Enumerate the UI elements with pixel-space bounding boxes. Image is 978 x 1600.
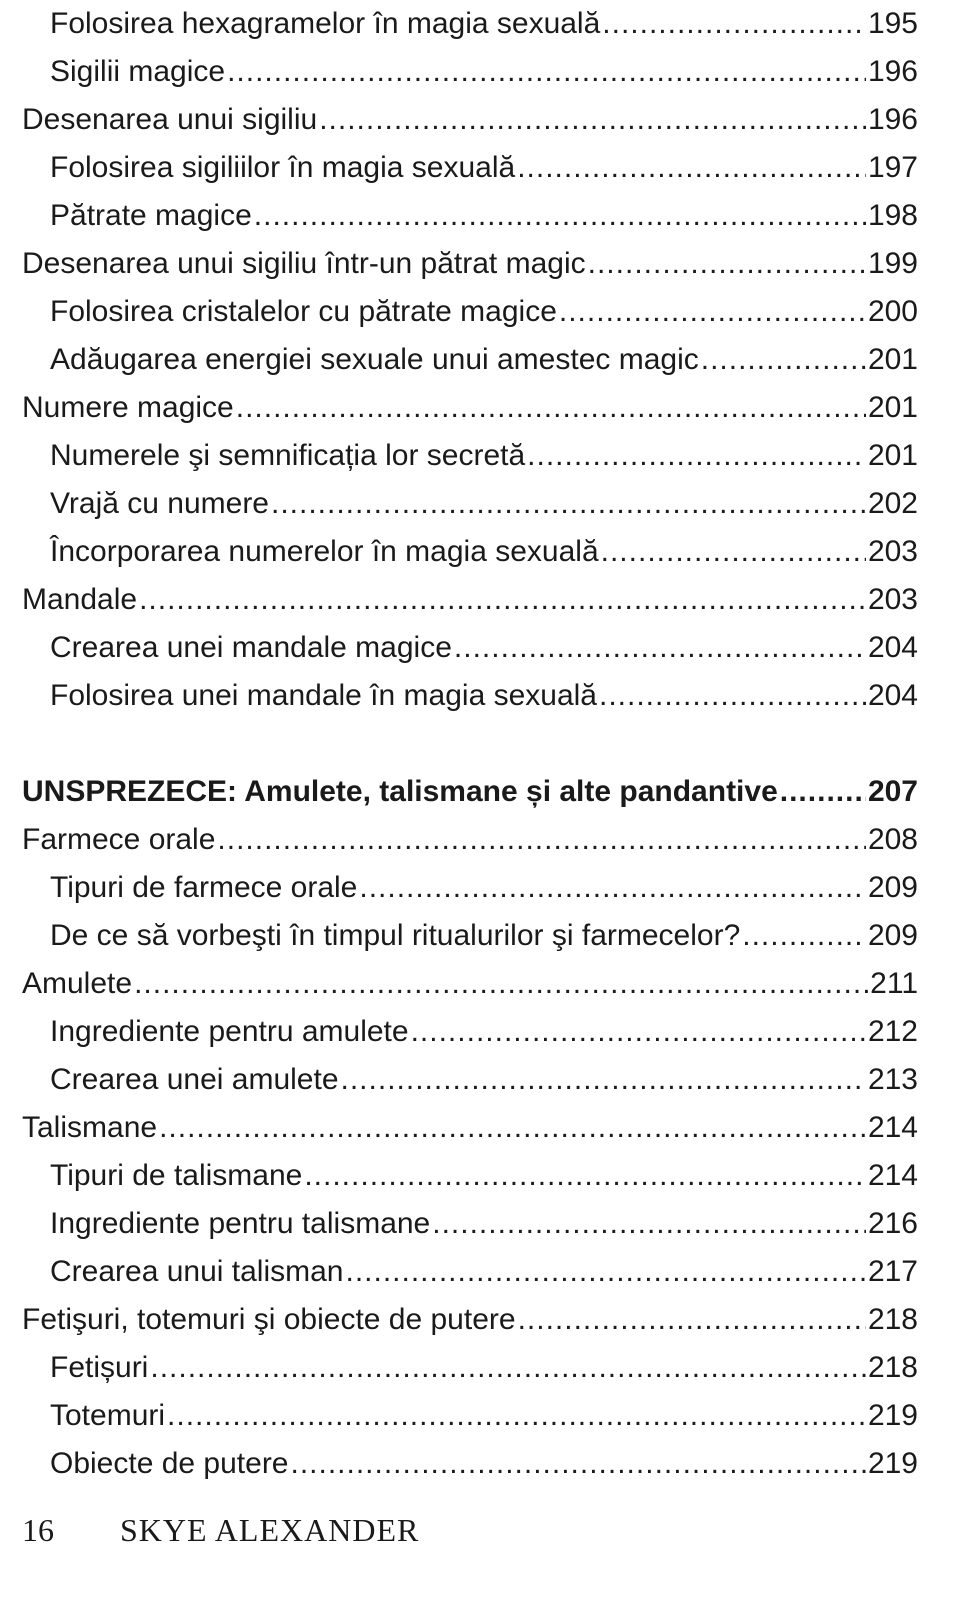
toc-entry xyxy=(22,576,918,624)
dot-leader xyxy=(341,1056,866,1104)
dot-leader xyxy=(167,1392,866,1440)
dot-leader xyxy=(559,288,866,336)
toc-entry-page: 201 xyxy=(867,343,918,376)
toc-entry-title: Talismane xyxy=(22,1111,158,1144)
toc-entry-title: Folosirea unei mandale în magia sexuală xyxy=(50,679,597,712)
toc-entry-page: 212 xyxy=(867,1015,918,1048)
toc-entry-title: Desenarea unui sigiliu într-un pătrat magic xyxy=(22,247,586,280)
toc-entry-page: 207 xyxy=(867,775,918,808)
toc-entry-page: 197 xyxy=(867,151,918,184)
toc-entry-title: Folosirea hexagramelor în magia sexuală xyxy=(50,7,601,40)
toc-entry-title: Obiecte de putere xyxy=(50,1447,289,1480)
toc-entry xyxy=(22,1104,918,1152)
toc-entry xyxy=(22,1440,918,1488)
toc-entry-title: Sigilii magice xyxy=(50,55,226,88)
toc-entry-page: 219 xyxy=(867,1399,918,1432)
toc-entry-title: Fetişuri, totemuri şi obiecte de putere xyxy=(22,1303,516,1336)
running-head-author: SKYE ALEXANDER xyxy=(120,1512,420,1548)
dot-leader xyxy=(227,48,866,96)
page-footer xyxy=(22,1512,419,1549)
toc-entry xyxy=(22,1392,918,1440)
toc-entry-title: Folosirea cristalelor cu pătrate magice xyxy=(50,295,557,328)
dot-leader xyxy=(432,1200,866,1248)
toc-entry-page: 209 xyxy=(867,919,918,952)
toc-entry xyxy=(22,480,918,528)
toc-entry-title: Ingrediente pentru amulete xyxy=(50,1015,409,1048)
toc-entry-title: Folosirea sigiliilor în magia sexuală xyxy=(50,151,516,184)
toc-entry xyxy=(22,0,918,48)
toc-entry-page: 211 xyxy=(870,967,918,1000)
toc-entry-page: 219 xyxy=(867,1447,918,1480)
dot-leader xyxy=(742,912,866,960)
table-of-contents xyxy=(22,0,918,1488)
chapter-heading xyxy=(22,768,918,816)
toc-entry xyxy=(22,384,918,432)
toc-entry xyxy=(22,1344,918,1392)
dot-leader xyxy=(780,768,866,816)
toc-entry-title: UNSPREZECE: Amulete, talismane și alte pandantive xyxy=(22,775,778,808)
toc-entry xyxy=(22,288,918,336)
toc-entry-title: Fetișuri xyxy=(50,1351,149,1384)
toc-entry-page: 204 xyxy=(867,631,918,664)
toc-entry-title: Tipuri de talismane xyxy=(50,1159,303,1192)
toc-entry xyxy=(22,192,918,240)
toc-entry-title: Vrajă cu numere xyxy=(50,487,269,520)
toc-entry xyxy=(22,1200,918,1248)
toc-entry-page: 214 xyxy=(867,1159,918,1192)
toc-entry xyxy=(22,864,918,912)
toc-entry-page: 196 xyxy=(867,103,918,136)
dot-leader xyxy=(527,432,866,480)
dot-leader xyxy=(271,480,866,528)
toc-entry xyxy=(22,96,918,144)
toc-entry-title: Crearea unui talisman xyxy=(50,1255,344,1288)
toc-entry-page: 209 xyxy=(867,871,918,904)
toc-entry-title: De ce să vorbeşti în timpul ritualurilor şi farmecelor? xyxy=(50,919,741,952)
toc-entry-title: Desenarea unui sigiliu xyxy=(22,103,318,136)
toc-entry xyxy=(22,48,918,96)
dot-leader xyxy=(411,1008,866,1056)
toc-entry-title: Adăugarea energiei sexuale unui amestec magic xyxy=(50,343,699,376)
toc-entry-page: 200 xyxy=(867,295,918,328)
toc-entry-page: 201 xyxy=(867,391,918,424)
toc-entry-page: 201 xyxy=(867,439,918,472)
toc-entry-title: Mandale xyxy=(22,583,138,616)
toc-entry xyxy=(22,1152,918,1200)
toc-entry-title: Numerele şi semnificația lor secretă xyxy=(50,439,526,472)
dot-leader xyxy=(599,672,866,720)
toc-entry-page: 216 xyxy=(867,1207,918,1240)
toc-entry-title: Amulete xyxy=(22,967,133,1000)
dot-leader xyxy=(139,576,866,624)
toc-entry xyxy=(22,1296,918,1344)
toc-entry xyxy=(22,1056,918,1104)
toc-entry xyxy=(22,528,918,576)
toc-entry-page: 213 xyxy=(867,1063,918,1096)
dot-leader xyxy=(159,1104,866,1152)
page-number: 16 xyxy=(22,1512,54,1548)
dot-leader xyxy=(217,816,866,864)
toc-entry-title: Farmece orale xyxy=(22,823,216,856)
dot-leader xyxy=(602,0,866,48)
toc-entry-page: 202 xyxy=(867,487,918,520)
toc-entry xyxy=(22,1008,918,1056)
dot-leader xyxy=(345,1248,865,1296)
toc-entry-page: 208 xyxy=(867,823,918,856)
toc-entry-page: 217 xyxy=(867,1255,918,1288)
toc-entry xyxy=(22,912,918,960)
toc-entry-title: Ingrediente pentru talismane xyxy=(50,1207,431,1240)
toc-entry xyxy=(22,672,918,720)
toc-entry-page: 218 xyxy=(867,1303,918,1336)
toc-entry-page: 203 xyxy=(867,583,918,616)
dot-leader xyxy=(319,96,866,144)
toc-entry xyxy=(22,816,918,864)
dot-leader xyxy=(134,960,868,1008)
toc-entry-title: Numere magice xyxy=(22,391,234,424)
toc-entry-page: 203 xyxy=(867,535,918,568)
toc-entry xyxy=(22,960,918,1008)
toc-entry xyxy=(22,240,918,288)
toc-entry-title: Totemuri xyxy=(50,1399,166,1432)
dot-leader xyxy=(254,192,866,240)
dot-leader xyxy=(304,1152,866,1200)
toc-entry-title: Încorporarea numerelor în magia sexuală xyxy=(50,535,599,568)
toc-entry-title: Crearea unei amulete xyxy=(50,1063,339,1096)
toc-entry-title: Tipuri de farmece orale xyxy=(50,871,358,904)
dot-leader xyxy=(701,336,866,384)
toc-entry-page: 214 xyxy=(867,1111,918,1144)
toc-entry-page: 195 xyxy=(867,7,918,40)
dot-leader xyxy=(588,240,866,288)
toc-entry-page: 199 xyxy=(867,247,918,280)
toc-entry xyxy=(22,144,918,192)
dot-leader xyxy=(236,384,866,432)
dot-leader xyxy=(150,1344,866,1392)
toc-entry-title: Crearea unei mandale magice xyxy=(50,631,452,664)
toc-entry-title: Pătrate magice xyxy=(50,199,252,232)
toc-entry xyxy=(22,432,918,480)
toc-entry xyxy=(22,336,918,384)
dot-leader xyxy=(359,864,866,912)
toc-entry-page: 218 xyxy=(867,1351,918,1384)
dot-leader xyxy=(518,1296,866,1344)
toc-entry-page: 204 xyxy=(867,679,918,712)
toc-entry xyxy=(22,1248,918,1296)
toc-entry-page: 198 xyxy=(867,199,918,232)
dot-leader xyxy=(517,144,866,192)
dot-leader xyxy=(454,624,866,672)
dot-leader xyxy=(601,528,866,576)
toc-entry-page: 196 xyxy=(867,55,918,88)
toc-entry xyxy=(22,624,918,672)
dot-leader xyxy=(291,1440,866,1488)
